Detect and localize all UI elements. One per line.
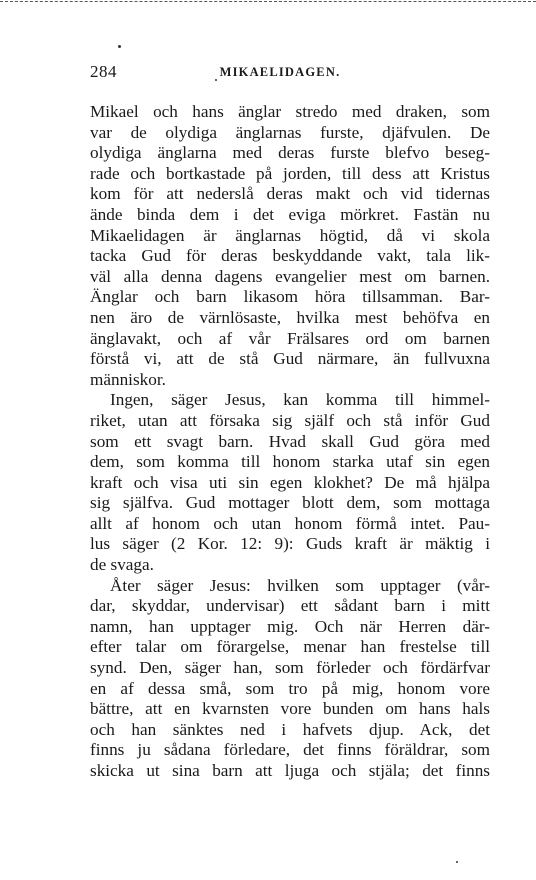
text-line: allt af honom och utan honom förmå intet. Pau- bbox=[90, 513, 490, 533]
text-line: sig själfva. Gud mottager blott dem, som mottaga bbox=[90, 493, 490, 513]
running-title: MIKAELIDAGEN. bbox=[219, 65, 341, 79]
text-line: en af dessa små, som tro på mig, honom vore bbox=[90, 678, 490, 698]
text-line: rade och bortkastade på jorden, till dess att Kristus bbox=[90, 163, 490, 183]
text-line: tacka Gud för deras beskyddande vakt, tala lik- bbox=[90, 246, 490, 266]
text-line: kraft och visa uti sin egen klokhet? De må hjälpa bbox=[90, 472, 490, 492]
text-line: Mikaelidagen är änglarnas högtid, då vi skola bbox=[90, 225, 490, 245]
text-line: kom för att nederslå deras makt och vid tidernas bbox=[90, 184, 490, 204]
body-text bbox=[90, 102, 490, 782]
text-line: finns ju sådana förledare, det finns föräldrar, som bbox=[90, 740, 490, 760]
text-line: Mikael och hans änglar stredo med draken, som bbox=[90, 102, 490, 121]
text-line: förstå vi, att de stå Gud närmare, än fullvuxna bbox=[90, 349, 490, 369]
text-line: lus säger (2 Kor. 12: 9): Guds kraft är mäktig i bbox=[90, 534, 490, 554]
text-line: som ett svagt barn. Hvad skall Gud göra med bbox=[90, 431, 490, 451]
text-line: efter talar om förargelse, menar han frestelse till bbox=[90, 637, 490, 657]
text-line: namn, han upptager mig. Och när Herren där- bbox=[90, 616, 490, 636]
text-line: ände binda dem i det eviga mörkret. Fastän nu bbox=[90, 204, 490, 224]
top-edge-rule bbox=[0, 1, 536, 4]
page-number: 284 bbox=[90, 62, 117, 81]
ink-speck bbox=[118, 45, 121, 48]
text-line: synd. Den, säger han, som förleder och fördärfvar bbox=[90, 658, 490, 678]
text-line: Ingen, säger Jesus, kan komma till himmel- bbox=[110, 390, 490, 410]
text-line: Åter säger Jesus: hvilken som upptager (vår- bbox=[110, 575, 490, 595]
text-line: människor. bbox=[90, 369, 166, 389]
text-line: väl alla denna dagens evangelier mest om barnen. bbox=[90, 266, 490, 286]
text-line: olydiga änglarna med deras furste blefvo beseg- bbox=[90, 143, 490, 163]
ink-speck bbox=[456, 861, 458, 863]
text-line: änglavakt, och af vår Frälsares ord om barnen bbox=[90, 328, 490, 348]
text-line: bättre, att en kvarnsten vore bunden om hans hals bbox=[90, 699, 490, 719]
text-line: Änglar och barn likasom höra tillsamman. Bar- bbox=[90, 287, 490, 307]
text-line: och han sänktes ned i hafvets djup. Ack, det bbox=[90, 719, 490, 739]
text-line: dar, skyddar, undervisar) ett sådant barn i mitt bbox=[90, 596, 490, 616]
text-line: riket, utan att försaka sig själf och stå inför Gud bbox=[90, 410, 490, 430]
text-line: dem, som komma till honom starka utaf sin egen bbox=[90, 452, 490, 472]
text-line: nen äro de värnlösaste, hvilka mest behöfva en bbox=[90, 307, 490, 327]
text-line: de svaga. bbox=[90, 555, 154, 575]
text-line: skicka ut sina barn att ljuga och stjäla; det finns bbox=[90, 761, 490, 780]
text-line: var de olydiga änglarnas furste, djäfvulen. De bbox=[90, 122, 490, 142]
